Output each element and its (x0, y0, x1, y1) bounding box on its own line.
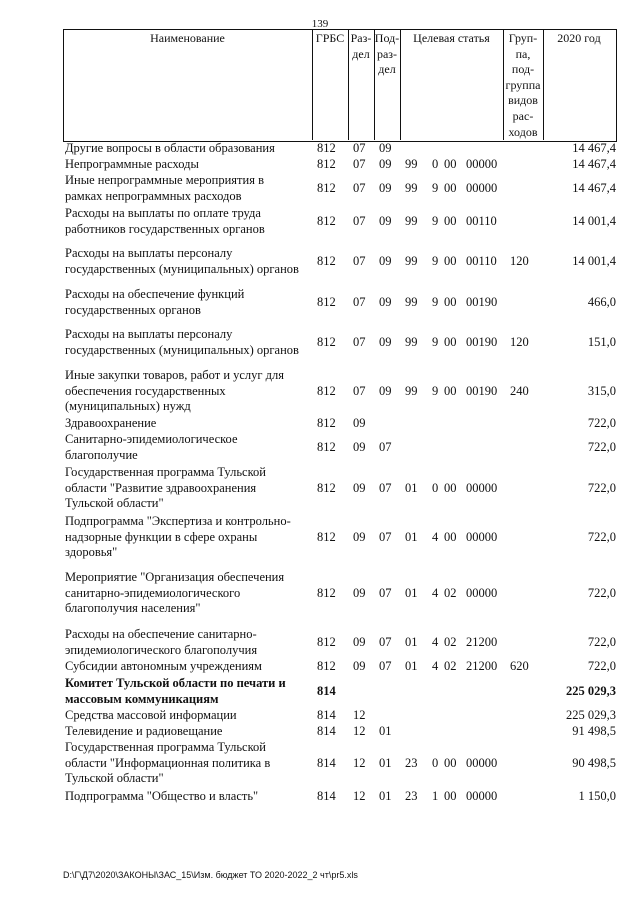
row-grbs: 812 (317, 440, 336, 454)
row-razdel: 09 (353, 530, 366, 544)
row-name-line: области "Информационная политика в (65, 755, 271, 770)
table-row (63, 416, 618, 432)
row-name-line: Телевидение и радиовещание (65, 724, 223, 738)
table-header (63, 29, 616, 141)
row-name-line: благополучия населения" (65, 601, 201, 616)
table-row (63, 724, 618, 740)
header-target: Целевая статья (413, 31, 490, 45)
row-target-program: 99 (405, 254, 418, 268)
row-target-program: 01 (405, 586, 418, 600)
row-name-line: Расходы на выплаты персоналу (65, 327, 233, 341)
row-target-subprogram: 9 (432, 254, 439, 268)
row-target-event: 02 (444, 659, 457, 673)
row-name-line: Непрограммные расходы (65, 157, 199, 171)
row-target-event: 02 (444, 586, 457, 600)
row-razdel: 09 (353, 481, 366, 495)
table-row (63, 432, 618, 464)
row-razdel: 09 (353, 440, 366, 454)
header-podrazdel-line: Под- (374, 31, 400, 45)
row-target-code: 00110 (466, 254, 497, 268)
header-podrazdel (374, 31, 400, 78)
row-target-code: 00000 (466, 530, 498, 544)
row-name (65, 173, 308, 204)
row-razdel: 12 (353, 789, 366, 803)
row-name (65, 327, 308, 358)
table-row (63, 659, 618, 675)
row-target-subprogram: 0 (432, 157, 439, 171)
row-target-subprogram: 4 (432, 635, 439, 649)
row-amount: 315,0 (587, 384, 616, 398)
row-razdel: 07 (353, 141, 366, 155)
row-razdel: 07 (353, 181, 366, 195)
row-name-line: (муниципальных) нужд (65, 399, 191, 414)
row-grbs: 814 (317, 756, 336, 770)
row-target-code: 21200 (466, 635, 498, 649)
row-name (65, 157, 308, 173)
row-name (65, 432, 308, 463)
row-name-line: области "Развитие здравоохранения (65, 480, 257, 495)
row-amount: 1 150,0 (578, 789, 616, 803)
row-target-program: 99 (405, 384, 418, 398)
row-target-subprogram: 0 (432, 481, 439, 495)
row-target-program: 01 (405, 481, 418, 495)
row-grbs: 812 (317, 214, 336, 228)
row-name (65, 514, 308, 561)
row-target-program: 99 (405, 181, 418, 195)
row-name-line: эпидемиологического благополучия (65, 642, 258, 657)
header-podrazdel-line: дел (378, 62, 396, 77)
row-target-subprogram: 9 (432, 214, 439, 228)
header-group-line: ходов (508, 124, 538, 139)
row-name (65, 246, 308, 277)
row-target-subprogram: 4 (432, 586, 439, 600)
row-razdel: 07 (353, 254, 366, 268)
row-name (65, 659, 308, 675)
table-row (63, 287, 618, 319)
row-name-line: Государственная программа Тульской (65, 465, 266, 479)
row-target-program: 99 (405, 295, 418, 309)
row-name-line: Расходы на обеспечение функций (65, 287, 245, 301)
header-group-line: под- (511, 62, 535, 77)
row-name-line: Расходы на выплаты персоналу (65, 246, 233, 260)
row-name (65, 465, 308, 512)
header-group-line: группа (505, 77, 541, 92)
row-target-event: 00 (444, 481, 457, 495)
row-name-line: Санитарно-эпидемиологическое (65, 432, 238, 446)
header-razdel-line: Раз- (350, 31, 372, 45)
row-target-code: 00000 (466, 586, 498, 600)
row-name-line: благополучие (65, 447, 138, 462)
header-razdel-line: дел (352, 46, 370, 61)
row-name-line: государственных (муниципальных) органов (65, 342, 299, 357)
row-podrazdel: 07 (379, 659, 392, 673)
header-name: Наименование (150, 31, 225, 45)
row-amount: 225 029,3 (566, 684, 616, 698)
row-amount: 14 467,4 (572, 157, 616, 171)
row-podrazdel: 09 (379, 384, 392, 398)
row-name (65, 368, 308, 415)
row-amount: 14 467,4 (572, 141, 616, 155)
row-name (65, 724, 308, 740)
row-target-subprogram: 9 (432, 384, 439, 398)
row-target-program: 01 (405, 635, 418, 649)
row-razdel: 12 (353, 756, 366, 770)
table-row (63, 173, 618, 205)
table-row (63, 327, 618, 359)
row-podrazdel: 07 (379, 635, 392, 649)
header-group (503, 31, 543, 140)
row-name-line: массовым коммуникациям (65, 691, 219, 706)
row-amount: 722,0 (587, 635, 616, 649)
row-grbs: 812 (317, 635, 336, 649)
row-razdel: 09 (353, 659, 366, 673)
row-target-code: 00190 (466, 335, 498, 349)
row-amount: 722,0 (587, 586, 616, 600)
row-podrazdel: 01 (379, 789, 392, 803)
row-grbs: 812 (317, 384, 336, 398)
row-razdel: 12 (353, 708, 366, 722)
row-amount: 14 467,4 (572, 181, 616, 195)
row-name-line: Тульской области" (65, 771, 164, 786)
table-row (63, 570, 618, 618)
row-amount: 722,0 (587, 416, 616, 430)
row-group: 240 (510, 384, 529, 398)
table-row (63, 627, 618, 659)
row-razdel: 09 (353, 416, 366, 430)
row-target-code: 00000 (466, 181, 498, 195)
header-grbs: ГРБС (315, 31, 345, 45)
row-grbs: 812 (317, 416, 336, 430)
row-name (65, 740, 308, 787)
row-podrazdel: 09 (379, 214, 392, 228)
row-target-subprogram: 9 (432, 295, 439, 309)
row-target-program: 01 (405, 530, 418, 544)
row-podrazdel: 09 (379, 295, 392, 309)
row-name-line: работников государственных органов (65, 221, 265, 236)
row-name-line: Государственная программа Тульской (65, 740, 266, 754)
row-grbs: 812 (317, 659, 336, 673)
row-target-program: 99 (405, 157, 418, 171)
row-target-program: 23 (405, 789, 418, 803)
row-grbs: 812 (317, 141, 336, 155)
row-target-event: 00 (444, 530, 457, 544)
row-target-event: 00 (444, 384, 457, 398)
table-row (63, 246, 618, 278)
row-target-event: 00 (444, 789, 457, 803)
table-row (63, 740, 618, 788)
table-row (63, 708, 618, 724)
row-target-event: 00 (444, 335, 457, 349)
row-grbs: 812 (317, 295, 336, 309)
table-row (63, 676, 618, 708)
row-group: 120 (510, 254, 529, 268)
row-grbs: 814 (317, 789, 336, 803)
row-target-code: 00190 (466, 384, 498, 398)
row-amount: 151,0 (587, 335, 616, 349)
row-name (65, 206, 308, 237)
row-name (65, 416, 308, 432)
row-grbs: 812 (317, 481, 336, 495)
row-grbs: 812 (317, 586, 336, 600)
row-target-subprogram: 4 (432, 530, 439, 544)
row-name-line: Средства массовой информации (65, 708, 237, 722)
row-group: 120 (510, 335, 529, 349)
row-name-line: Подпрограмма "Экспертиза и контрольно- (65, 514, 291, 528)
row-name-line: надзорные функции в сфере охраны (65, 529, 258, 544)
row-target-subprogram: 0 (432, 756, 439, 770)
row-podrazdel: 09 (379, 181, 392, 195)
row-razdel: 07 (353, 214, 366, 228)
row-target-program: 23 (405, 756, 418, 770)
row-target-code: 21200 (466, 659, 498, 673)
row-target-code: 00000 (466, 756, 498, 770)
row-target-subprogram: 4 (432, 659, 439, 673)
row-podrazdel: 01 (379, 756, 392, 770)
row-grbs: 812 (317, 181, 336, 195)
row-grbs: 812 (317, 254, 336, 268)
row-razdel: 07 (353, 295, 366, 309)
file-path-footer: D:\Г\Д7\2020\ЗАКОНЫ\ЗАС_15\Изм. бюджет ТО 2020-2022_2 чт\pr5.xls (63, 870, 358, 880)
row-amount: 90 498,5 (572, 756, 616, 770)
row-name-line: Иные непрограммные мероприятия в (65, 173, 264, 187)
row-podrazdel: 07 (379, 440, 392, 454)
header-group-line: Груп- (508, 31, 538, 45)
row-grbs: 814 (317, 708, 336, 722)
row-target-subprogram: 9 (432, 335, 439, 349)
row-amount: 722,0 (587, 659, 616, 673)
header-podrazdel-line: раз- (376, 46, 398, 61)
row-name-line: Расходы на обеспечение санитарно- (65, 627, 257, 641)
row-name-line: Другие вопросы в области образования (65, 141, 275, 155)
row-podrazdel: 09 (379, 157, 392, 171)
header-year: 2020 год (557, 31, 601, 45)
row-name-line: Комитет Тульской области по печати и (65, 676, 286, 690)
row-razdel: 09 (353, 586, 366, 600)
row-podrazdel: 09 (379, 335, 392, 349)
row-name-line: Расходы на выплаты по оплате труда (65, 206, 261, 220)
table-row (63, 157, 618, 173)
row-target-event: 00 (444, 181, 457, 195)
row-name-line: рамках непрограммных расходов (65, 188, 242, 203)
row-name-line: здоровья" (65, 545, 118, 560)
row-target-subprogram: 1 (432, 789, 439, 803)
row-target-program: 01 (405, 659, 418, 673)
row-target-code: 00000 (466, 157, 498, 171)
row-name-line: санитарно-эпидемиологического (65, 585, 241, 600)
row-amount: 225 029,3 (566, 708, 616, 722)
row-razdel: 09 (353, 635, 366, 649)
row-target-event: 00 (444, 157, 457, 171)
table-row (63, 465, 618, 513)
row-target-code: 00000 (466, 481, 498, 495)
row-target-code: 00110 (466, 214, 497, 228)
row-target-event: 00 (444, 214, 457, 228)
row-name (65, 789, 308, 805)
table-row (63, 206, 618, 238)
row-razdel: 07 (353, 384, 366, 398)
row-grbs: 812 (317, 530, 336, 544)
row-amount: 14 001,4 (572, 254, 616, 268)
row-target-subprogram: 9 (432, 181, 439, 195)
row-podrazdel: 09 (379, 141, 392, 155)
row-name-line: обеспечения государственных (65, 383, 226, 398)
table-row (63, 141, 618, 157)
header-group-line: па, (515, 46, 531, 61)
row-name (65, 708, 308, 724)
row-grbs: 812 (317, 157, 336, 171)
row-name (65, 141, 308, 157)
row-name (65, 627, 308, 658)
row-name (65, 676, 308, 707)
row-name (65, 570, 308, 617)
row-razdel: 07 (353, 157, 366, 171)
row-target-event: 00 (444, 295, 457, 309)
page-number: 139 (311, 18, 329, 30)
table-row (63, 789, 618, 805)
row-target-program: 99 (405, 214, 418, 228)
row-name-line: Тульской области" (65, 496, 164, 511)
row-name (65, 287, 308, 318)
row-podrazdel: 09 (379, 254, 392, 268)
row-amount: 722,0 (587, 481, 616, 495)
header-group-line: видов (508, 93, 538, 108)
row-podrazdel: 07 (379, 530, 392, 544)
row-target-event: 00 (444, 254, 457, 268)
row-target-code: 00000 (466, 789, 498, 803)
header-razdel (348, 31, 374, 62)
row-name-line: Субсидии автономным учреждениям (65, 659, 262, 673)
row-amount: 91 498,5 (572, 724, 616, 738)
row-grbs: 814 (317, 684, 336, 698)
row-amount: 466,0 (587, 295, 616, 309)
table-row (63, 514, 618, 562)
row-amount: 722,0 (587, 530, 616, 544)
row-podrazdel: 01 (379, 724, 392, 738)
row-name-line: Иные закупки товаров, работ и услуг для (65, 368, 285, 382)
row-name-line: государственных (муниципальных) органов (65, 261, 299, 276)
row-name-line: Здравоохранение (65, 416, 157, 430)
row-amount: 14 001,4 (572, 214, 616, 228)
header-group-line: рас- (512, 108, 534, 123)
row-name-line: государственных органов (65, 302, 201, 317)
row-name-line: Мероприятие "Организация обеспечения (65, 570, 285, 584)
row-podrazdel: 07 (379, 586, 392, 600)
row-group: 620 (510, 659, 529, 673)
row-grbs: 814 (317, 724, 336, 738)
row-name-line: Подпрограмма "Общество и власть" (65, 789, 259, 803)
row-razdel: 07 (353, 335, 366, 349)
row-podrazdel: 07 (379, 481, 392, 495)
row-amount: 722,0 (587, 440, 616, 454)
row-target-code: 00190 (466, 295, 498, 309)
row-grbs: 812 (317, 335, 336, 349)
row-razdel: 12 (353, 724, 366, 738)
row-target-event: 00 (444, 756, 457, 770)
row-target-program: 99 (405, 335, 418, 349)
row-target-event: 02 (444, 635, 457, 649)
table-row (63, 368, 618, 416)
